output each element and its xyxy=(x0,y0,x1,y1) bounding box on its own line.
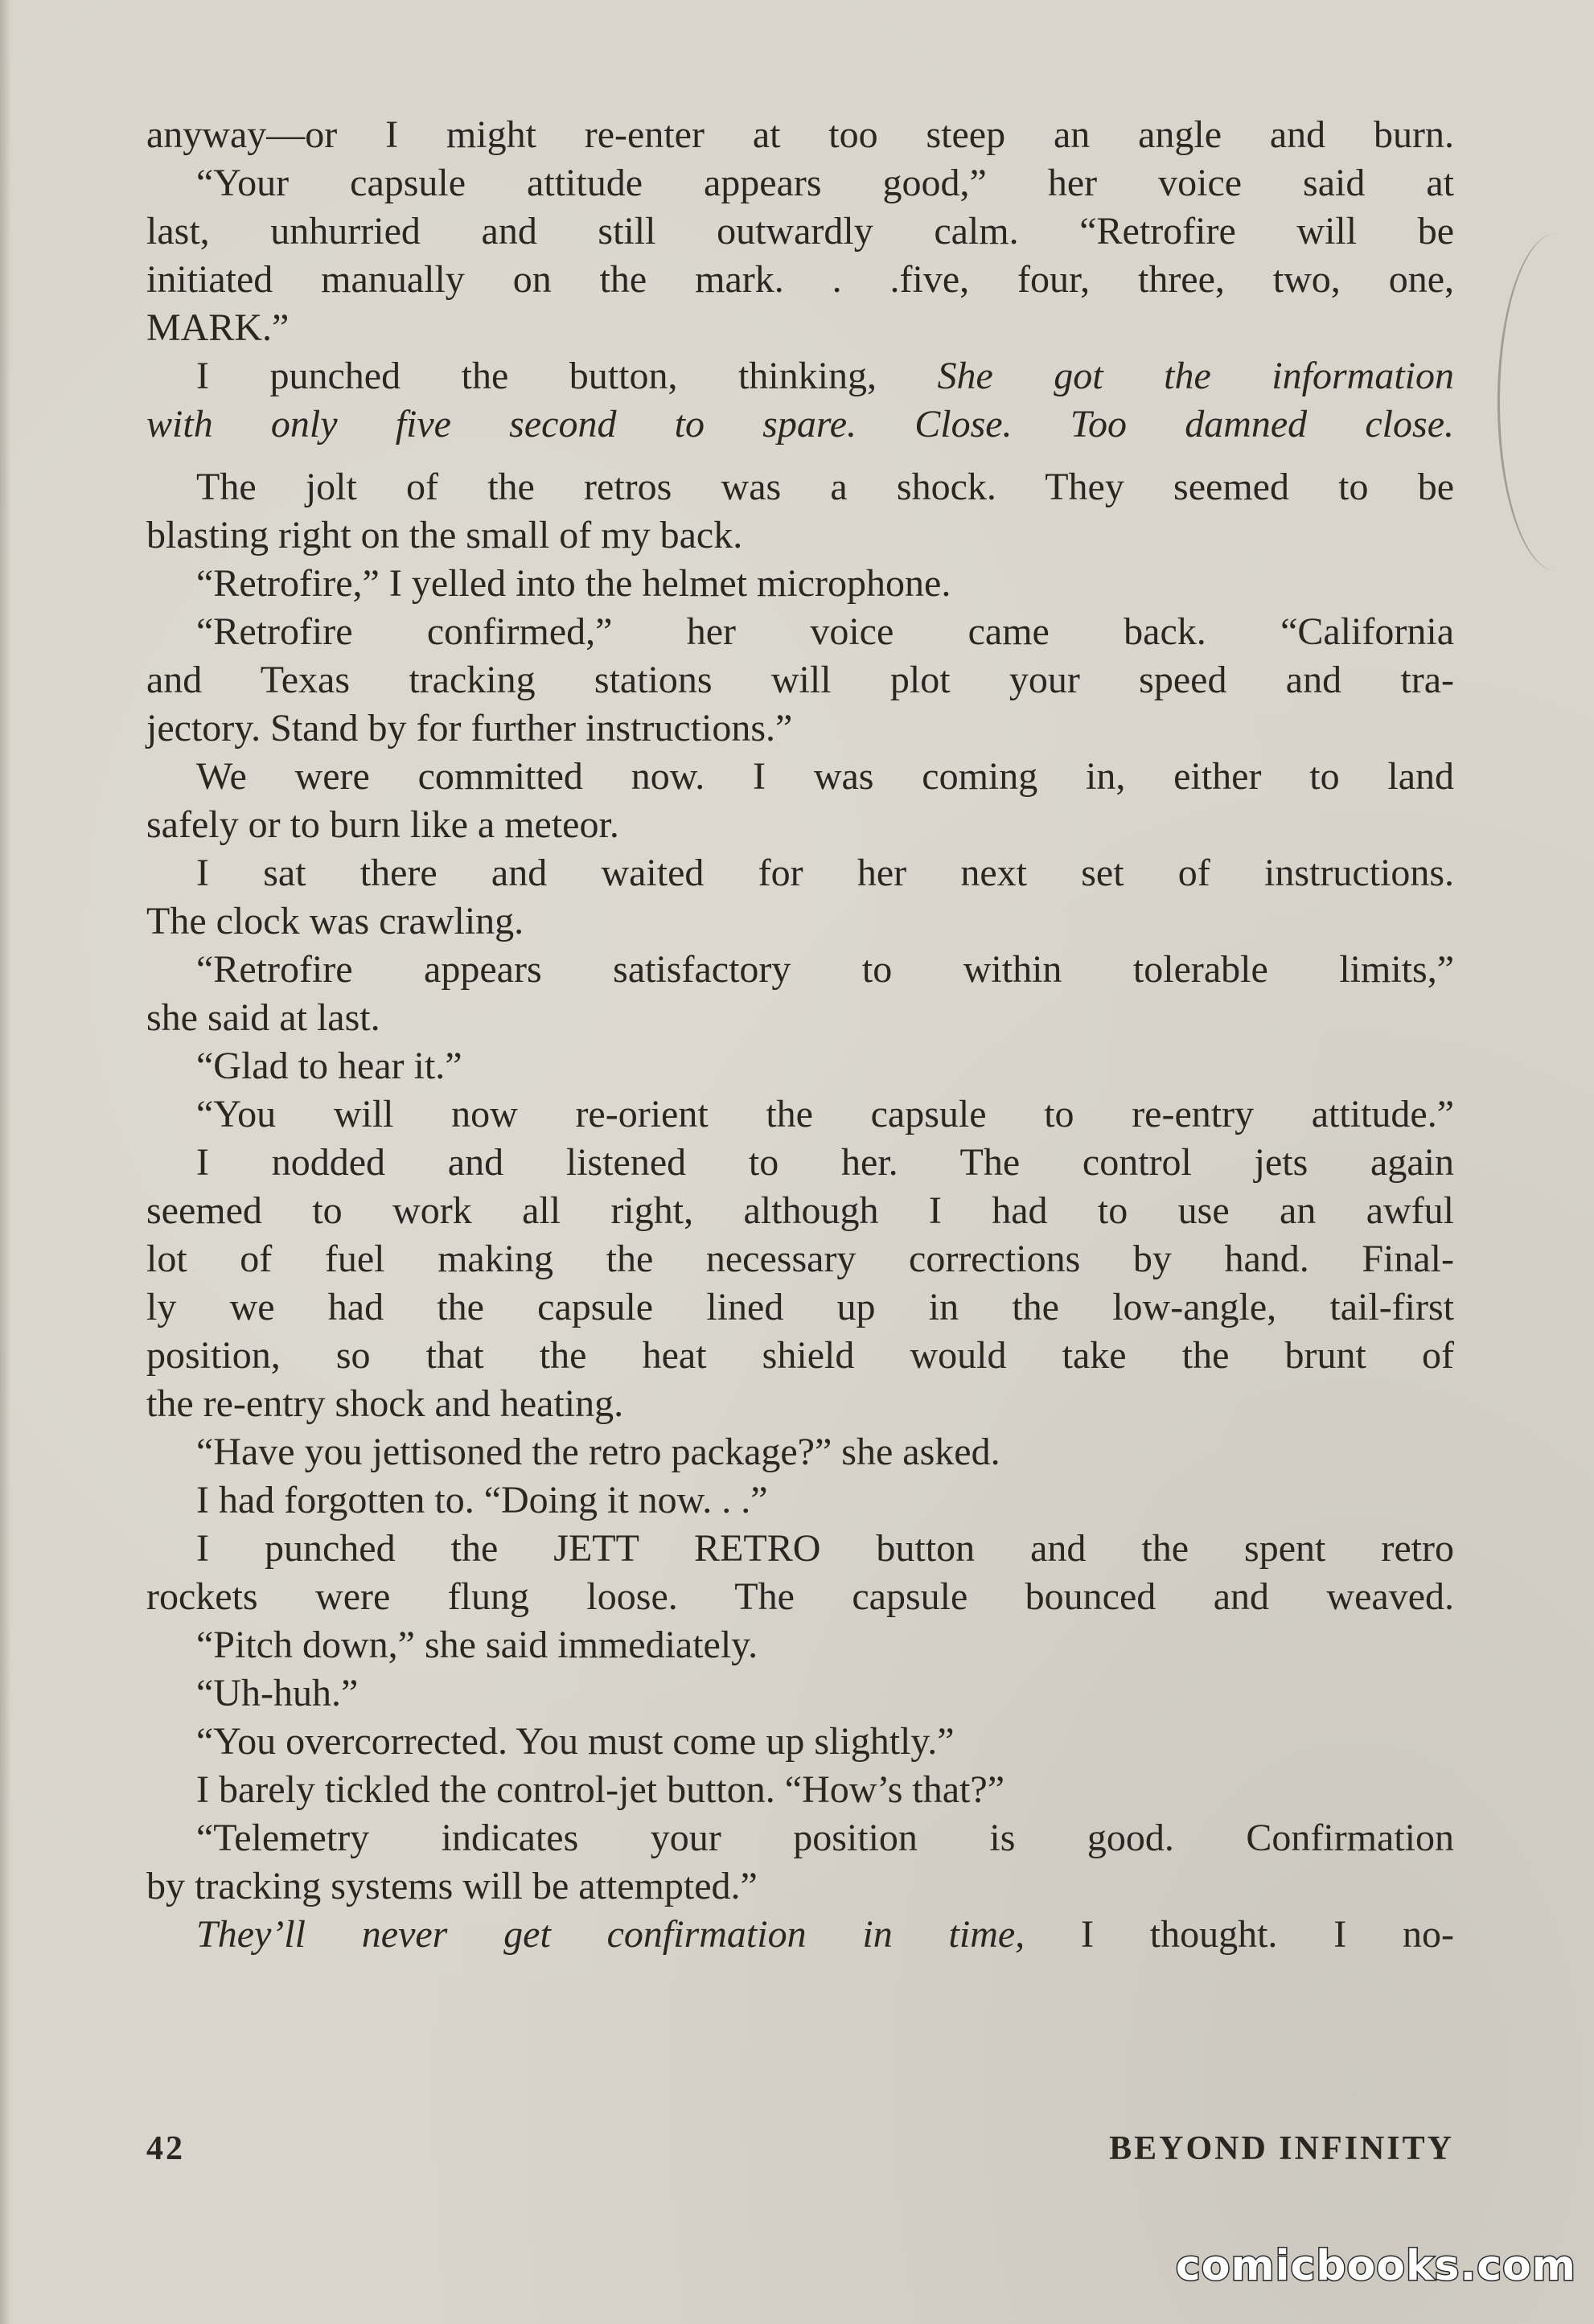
text-segment: and Texas tracking stations will plot your speed and tra- xyxy=(146,659,1454,701)
text-line xyxy=(146,1862,1454,1911)
text-line xyxy=(146,352,1454,400)
text-line xyxy=(146,256,1454,304)
text-segment: I nodded and listened to her. The control jets again xyxy=(196,1141,1454,1184)
text-line xyxy=(146,159,1454,207)
text-line xyxy=(146,304,1454,352)
text-line xyxy=(146,1428,1454,1476)
text-line xyxy=(146,463,1454,511)
text-segment: I had forgotten to. “Doing it now. . .” xyxy=(196,1479,768,1521)
text-segment: the re-entry shock and heating. xyxy=(146,1382,624,1425)
italic-text-segment: with only five second to spare. Close. Too damned close. xyxy=(146,403,1454,446)
text-line xyxy=(146,1621,1454,1669)
text-segment: “Retrofire appears satisfactory to within tolerable limits,” xyxy=(196,948,1454,991)
text-line xyxy=(146,1380,1454,1428)
text-line xyxy=(146,1766,1454,1814)
text-segment: I punched the button, thinking, xyxy=(196,355,938,397)
text-line xyxy=(146,704,1454,753)
watermark-logo: comicbooks.com xyxy=(1175,2242,1576,2290)
page-edge-shadow xyxy=(0,0,11,2324)
text-segment: “Retrofire confirmed,” her voice came back. “California xyxy=(196,610,1454,653)
text-segment: The jolt of the retros was a shock. They seemed to be xyxy=(196,466,1454,508)
text-segment: We were committed now. I was coming in, either to land xyxy=(196,755,1454,798)
text-segment: I sat there and waited for her next set of instructions. xyxy=(196,852,1454,894)
text-segment: “Pitch down,” she said immediately. xyxy=(196,1624,758,1666)
text-line xyxy=(146,1669,1454,1718)
text-segment: I punched the JETT RETRO button and the spent retro xyxy=(196,1527,1454,1570)
text-line xyxy=(146,656,1454,704)
text-segment: blasting right on the small of my back. xyxy=(146,514,743,556)
text-line xyxy=(146,111,1454,159)
text-line xyxy=(146,801,1454,849)
text-segment: anyway—or I might re-enter at too steep an angle and burn. xyxy=(146,113,1454,156)
text-line xyxy=(146,1718,1454,1766)
text-segment: “Retrofire,” I yelled into the helmet microphone. xyxy=(196,562,951,605)
text-segment: “Uh-huh.” xyxy=(196,1672,359,1714)
text-line xyxy=(146,1283,1454,1332)
text-line xyxy=(146,1139,1454,1187)
text-line xyxy=(146,897,1454,946)
text-line xyxy=(146,849,1454,897)
text-segment: safely or to burn like a meteor. xyxy=(146,803,619,846)
text-segment: by tracking systems will be attempted.” xyxy=(146,1865,758,1907)
text-line xyxy=(146,994,1454,1042)
text-line xyxy=(146,1476,1454,1525)
text-segment: ly we had the capsule lined up in the low-angle, tail-first xyxy=(146,1286,1454,1328)
text-line xyxy=(146,560,1454,608)
text-segment: last, unhurried and still outwardly calm. “Retrofire will be xyxy=(146,210,1454,253)
text-segment: jectory. Stand by for further instructions.” xyxy=(146,707,793,749)
italic-text-segment: They’ll never get confirmation in time, xyxy=(196,1913,1025,1956)
text-segment: I thought. I no- xyxy=(1025,1913,1454,1956)
text-segment: “Glad to hear it.” xyxy=(196,1045,462,1087)
body-text xyxy=(146,111,1454,1959)
text-segment: “You overcorrected. You must come up slightly.” xyxy=(196,1720,955,1763)
text-segment: “Have you jettisoned the retro package?” she asked. xyxy=(196,1431,1000,1473)
text-segment: MARK.” xyxy=(146,306,290,349)
text-segment: position, so that the heat shield would take the brunt of xyxy=(146,1334,1454,1377)
text-line xyxy=(146,1525,1454,1573)
text-line xyxy=(146,753,1454,801)
text-line xyxy=(146,1814,1454,1862)
text-line xyxy=(146,1235,1454,1283)
text-line xyxy=(146,946,1454,994)
text-line xyxy=(146,511,1454,560)
text-line xyxy=(146,1042,1454,1090)
text-segment: I barely tickled the control-jet button. “How’s that?” xyxy=(196,1768,1004,1811)
italic-text-segment: She got the information xyxy=(937,355,1454,397)
text-segment: rockets were flung loose. The capsule bounced and weaved. xyxy=(146,1575,1454,1618)
page-footer xyxy=(146,2129,1454,2170)
running-title: BEYOND INFINITY xyxy=(1109,2130,1454,2167)
text-segment: seemed to work all right, although I had to use an awful xyxy=(146,1189,1454,1232)
text-segment: The clock was crawling. xyxy=(146,900,524,942)
text-segment: “Your capsule attitude appears good,” her voice said at xyxy=(196,162,1454,204)
page-curl-mark xyxy=(1497,233,1594,571)
text-line xyxy=(146,1090,1454,1139)
text-segment: “Telemetry indicates your position is good. Confirmation xyxy=(196,1817,1454,1859)
text-segment: lot of fuel making the necessary corrections by hand. Final- xyxy=(146,1238,1454,1280)
text-line xyxy=(146,1911,1454,1959)
text-line xyxy=(146,1187,1454,1235)
text-line xyxy=(146,1332,1454,1380)
text-line xyxy=(146,400,1454,449)
text-line xyxy=(146,608,1454,656)
text-line xyxy=(146,207,1454,256)
page-number: 42 xyxy=(146,2130,185,2167)
text-segment: she said at last. xyxy=(146,996,380,1039)
text-segment: initiated manually on the mark. . .five, four, three, two, one, xyxy=(146,258,1454,301)
text-line xyxy=(146,1573,1454,1621)
text-segment: “You will now re-orient the capsule to re-entry attitude.” xyxy=(196,1093,1454,1135)
